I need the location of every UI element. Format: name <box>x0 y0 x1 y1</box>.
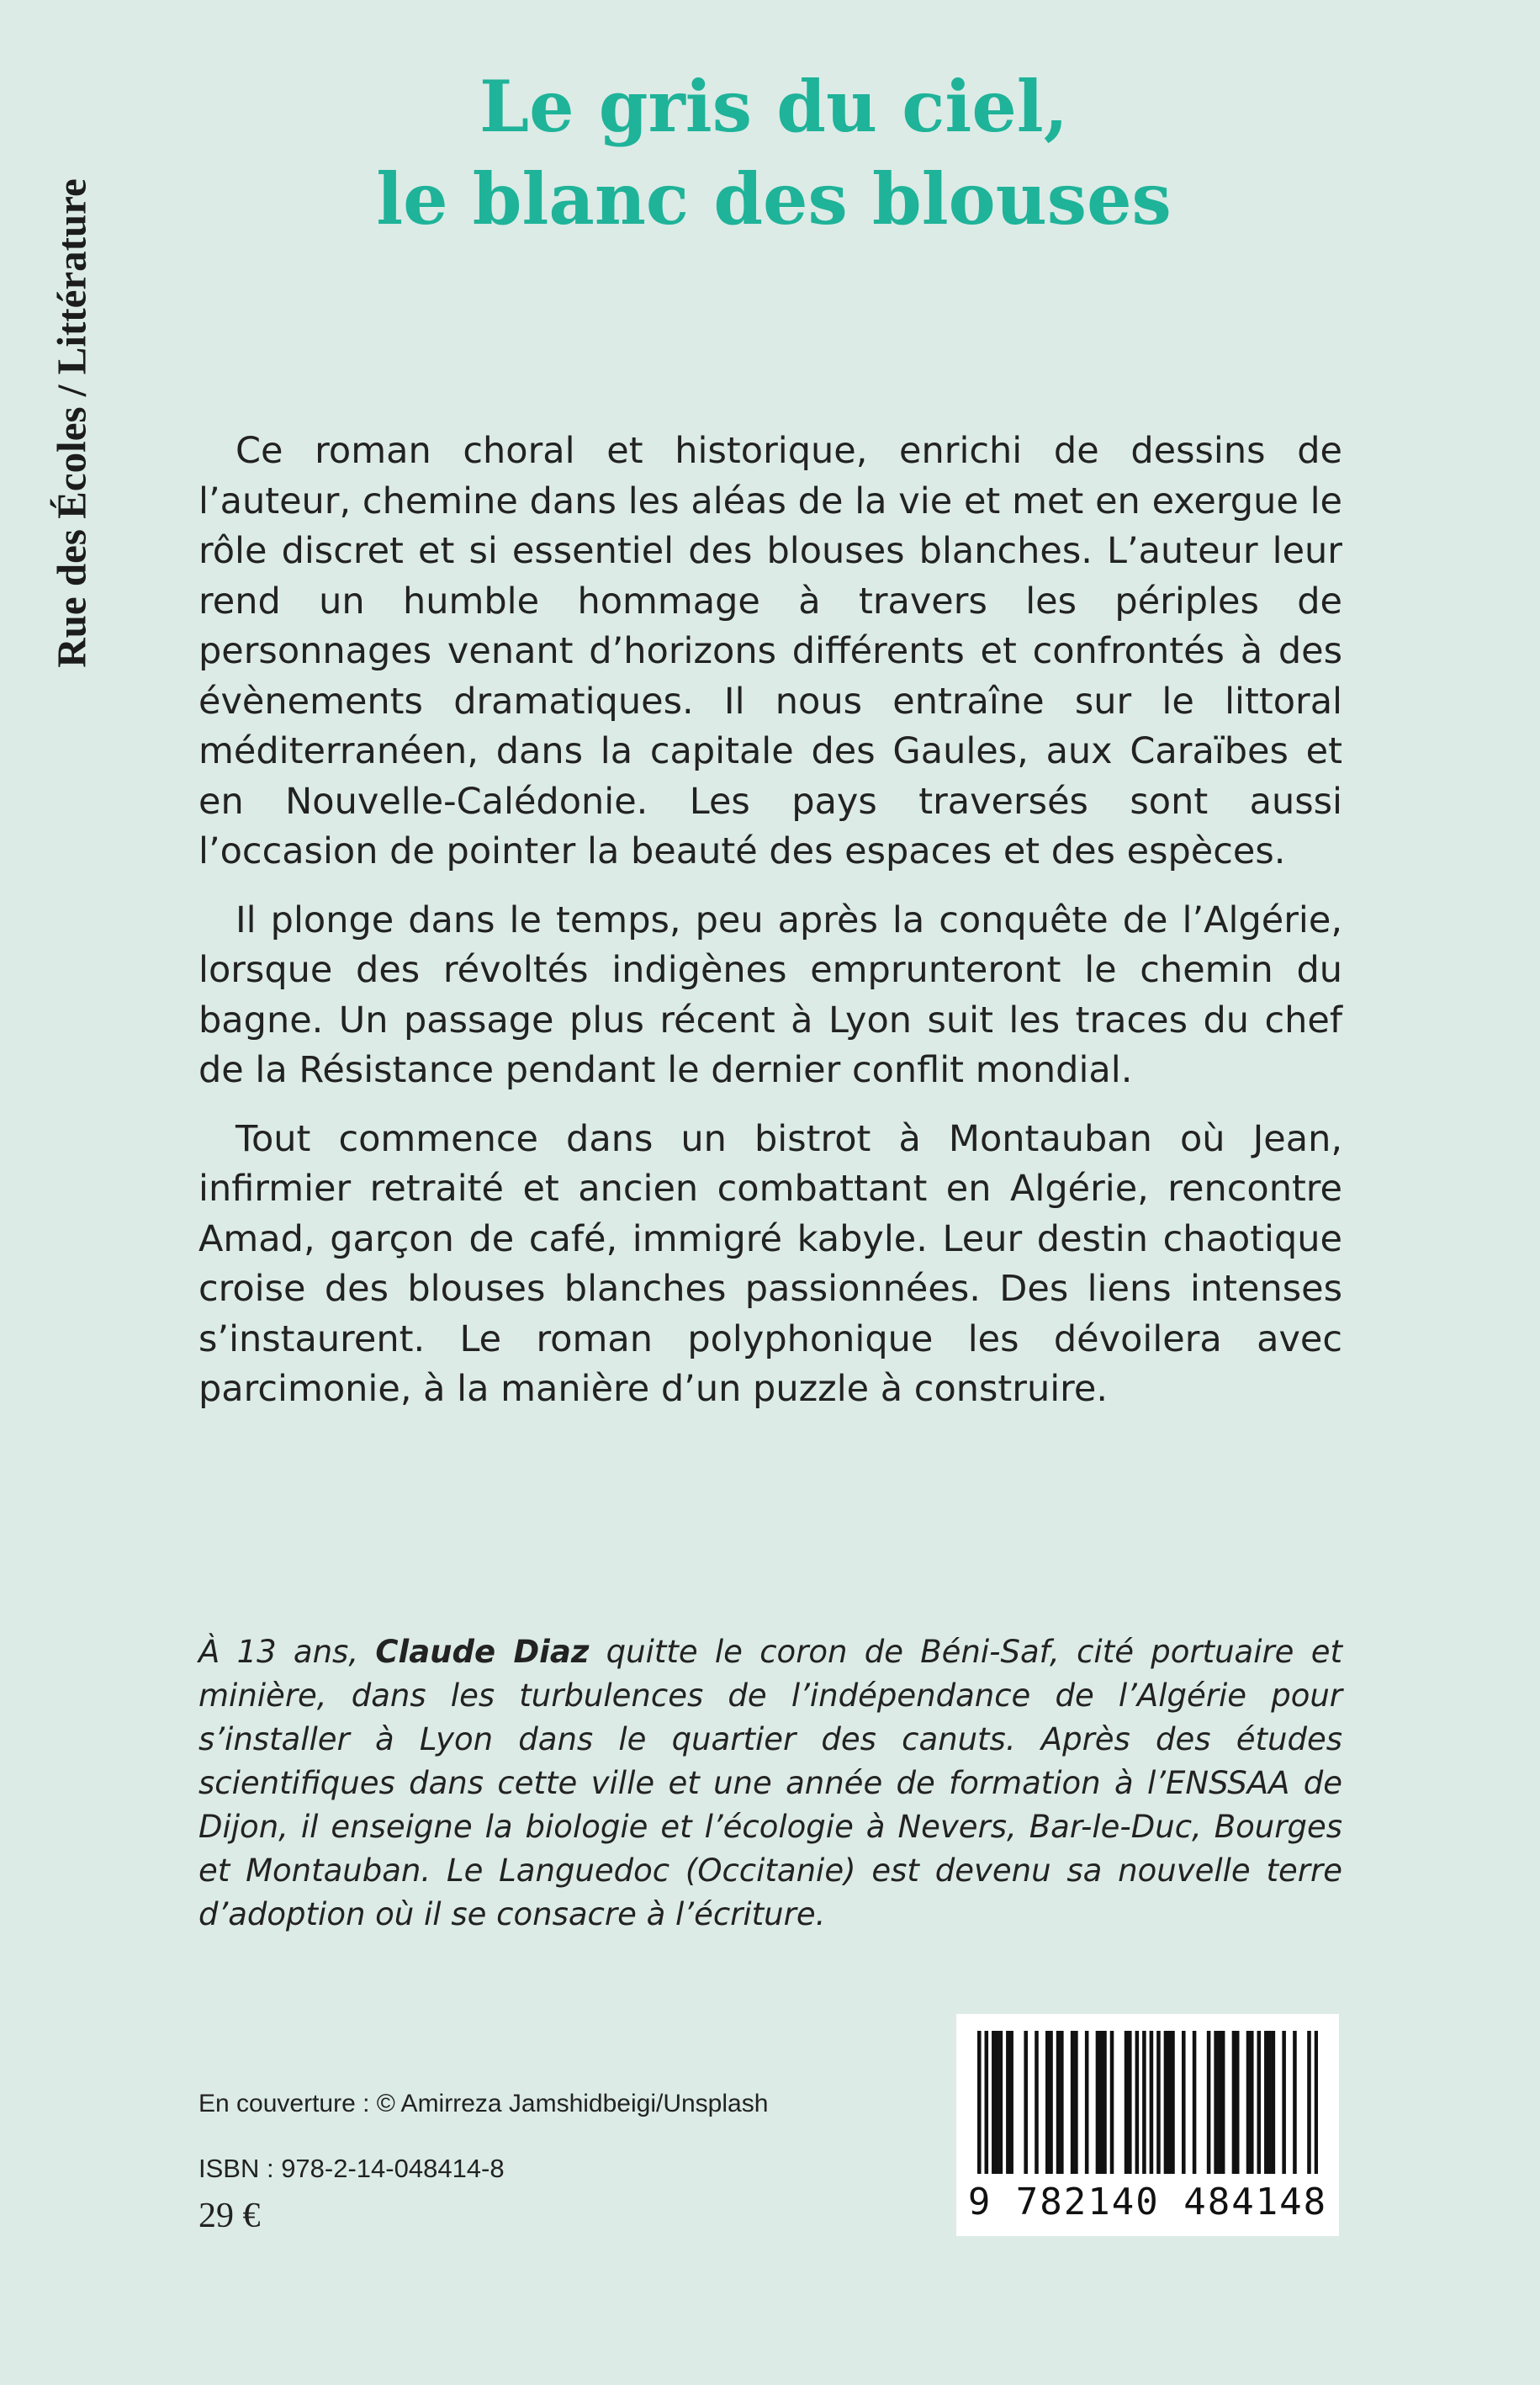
barcode-bar <box>1103 2031 1107 2174</box>
barcode-bar <box>1167 2031 1172 2174</box>
barcode-bar <box>1221 2031 1225 2174</box>
barcode-bar <box>1282 2031 1286 2174</box>
barcode-bar <box>1293 2031 1297 2174</box>
synopsis <box>198 427 1342 1434</box>
barcode-bar <box>1214 2031 1218 2174</box>
barcode-bar <box>1246 2031 1251 2174</box>
barcode-bar <box>1250 2031 1254 2174</box>
barcode-bar <box>1006 2031 1010 2174</box>
barcode-bar <box>985 2031 989 2174</box>
synopsis-paragraph-2: Il plonge dans le temps, peu après la conquête de l’Algérie, lorsque des révoltés indigènes emprunteront le chemin du bagne. Un passage plus récent à Lyon suit les traces du chef de la Résistance pendant le dernier conflit mondial. <box>198 898 1342 1091</box>
barcode-bar <box>977 2031 982 2174</box>
barcode-bar <box>1135 2031 1140 2174</box>
barcode-bar <box>1085 2031 1089 2174</box>
barcode-bar <box>1207 2031 1211 2174</box>
barcode-bar <box>1045 2031 1050 2174</box>
price: 29 € <box>198 2197 261 2235</box>
barcode-bar <box>1142 2031 1146 2174</box>
title-line-2: le blanc des blouses <box>376 157 1172 241</box>
barcode-bar <box>1035 2031 1039 2174</box>
title-line-1: Le gris du ciel, <box>479 65 1068 148</box>
barcode-bar <box>1056 2031 1061 2174</box>
barcode-bar <box>1096 2031 1100 2174</box>
barcode-bar <box>1024 2031 1028 2174</box>
barcode-bar <box>1060 2031 1064 2174</box>
barcode <box>956 2014 1339 2236</box>
barcode-bar <box>1232 2031 1236 2174</box>
barcode-bar <box>1267 2031 1272 2174</box>
barcode-bar <box>1315 2031 1318 2174</box>
barcode-bar <box>1074 2031 1078 2174</box>
collection-label: Rue des Écoles / Littérature <box>48 178 95 668</box>
author-name: Claude Diaz <box>375 1634 590 1670</box>
barcode-bar <box>1171 2031 1175 2174</box>
barcode-bar <box>1264 2031 1268 2174</box>
barcode-bar <box>992 2031 996 2174</box>
barcode-bar <box>1193 2031 1197 2174</box>
cover-credit: En couverture : © Amirreza Jamshidbeigi/Unsplash <box>198 2090 769 2117</box>
barcode-bar <box>995 2031 999 2174</box>
barcode-bar <box>1272 2031 1276 2174</box>
barcode-bar <box>1218 2031 1222 2174</box>
barcode-bar <box>1071 2031 1075 2174</box>
barcode-bar <box>1110 2031 1114 2174</box>
book-title <box>252 61 1295 246</box>
barcode-bar <box>1125 2031 1129 2174</box>
synopsis-paragraph-1: Ce roman choral et historique, enrichi de dessins de l’auteur, chemine dans les aléas de la vie et met en exergue le rôle discret et si essentiel des blouses blanches. L’auteur leur rend un humble hommage à travers les périples de personnages venant d’horizons différents et confrontés à des évènements dramatiques. Il nous entraîne sur le littoral méditerranéen, dans la capitale des Gaules, aux Caraïbes et en Nouvelle-Calédonie. Les pays traversés sont aussi l’occasion de pointer la beauté des espaces et des espèces. <box>198 430 1342 872</box>
barcode-bar <box>999 2031 1003 2174</box>
barcode-bar <box>1049 2031 1053 2174</box>
spine-collection <box>42 99 101 747</box>
barcode-bars <box>977 2031 1318 2174</box>
barcode-bar <box>1156 2031 1161 2174</box>
barcode-bar <box>1150 2031 1154 2174</box>
barcode-bar <box>1236 2031 1240 2174</box>
barcode-bar <box>1182 2031 1186 2174</box>
barcode-bar <box>1257 2031 1262 2174</box>
barcode-bar <box>1128 2031 1132 2174</box>
barcode-bar <box>1099 2031 1103 2174</box>
author-bio <box>198 1630 1342 1937</box>
barcode-bar <box>1164 2031 1168 2174</box>
barcode-digits: 9 782140 484148 <box>967 2181 1328 2223</box>
synopsis-paragraph-3: Tout commence dans un bistrot à Montauban où Jean, infirmier retraité et ancien combattant en Algérie, rencontre Amad, garçon de café, immigré kabyle. Leur destin chaotique croise des blouses blanches passionnées. Des liens intenses s’instaurent. Le roman polyphonique les dévoilera avec parcimonie, à la manière d’un puzzle à construire. <box>198 1117 1342 1410</box>
bio-text: quitte le coron de Béni-Saf, cité portuaire et minière, dans les turbulences de l’indépendance de l’Algérie pour s’installer à Lyon dans le quartier des canuts. Après des études scientifiques dans cette ville et une année de formation à l’ENSSAA de Dijon, il enseigne la biologie et l’écologie à Nevers, Bar-le-Duc, Bourges et Montauban. Le Languedoc (Occitanie) est devenu sa nouvelle terre d’adoption où il se consacre à l’écriture. <box>198 1634 1342 1932</box>
bio-prefix: À 13 ans, <box>198 1634 376 1670</box>
barcode-bar <box>1009 2031 1013 2174</box>
barcode-bar <box>1307 2031 1311 2174</box>
isbn: ISBN : 978-2-14-048414-8 <box>198 2154 505 2183</box>
